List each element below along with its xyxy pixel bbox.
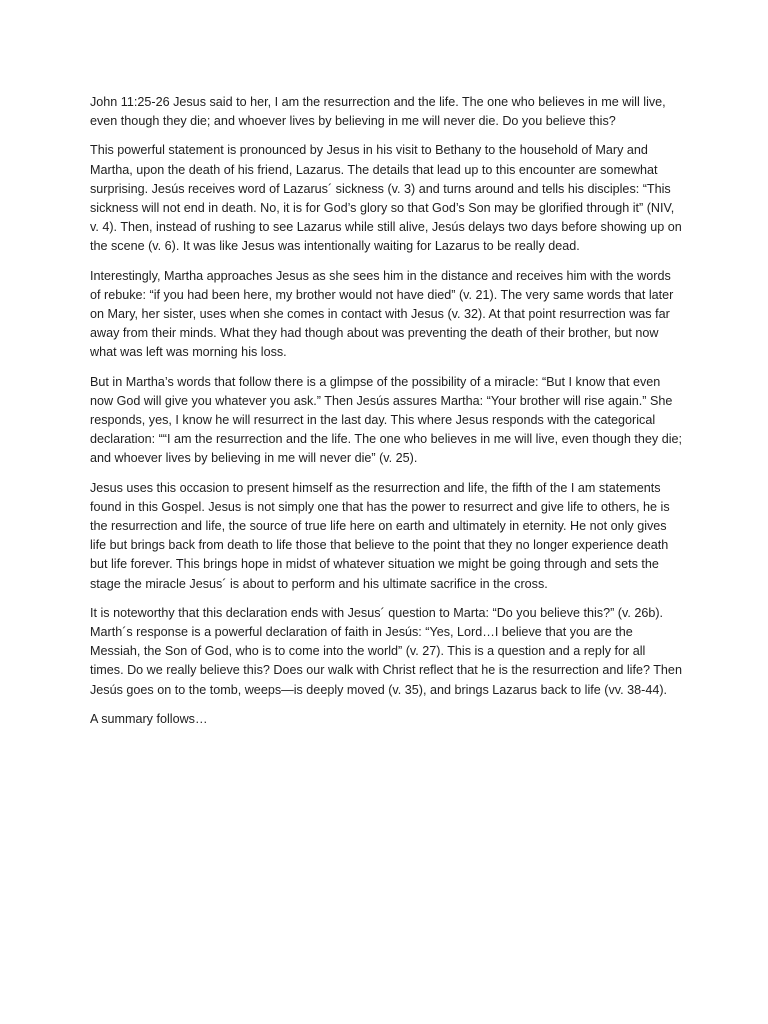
closing-paragraph: A summary follows… bbox=[90, 711, 208, 726]
body-paragraph: It is noteworthy that this declaration ends with Jesus´ question to Marta: “Do you believe this?” (v. 26b). Marth´s response is a powerful declaration of faith in Jesús: “Yes, Lord…I believe that you are the Messiah, the Son of God, who is to come into the world” (v. 27). This is a question and a reply for all times. Do we really believe this? Does our walk with Christ reflect that he is the resurrection and life? Then Jesús goes on to the tomb, weeps—is deeply moved (v. 35), and brings Lazarus back to life (vv. 38-44). bbox=[90, 605, 682, 697]
scripture-paragraph: John 11:25-26 Jesus said to her, I am the resurrection and the life. The one who believes in me will live, even though they die; and whoever lives by believing in me will never die. Do you believe this? bbox=[90, 95, 666, 129]
body-paragraph: Interestingly, Martha approaches Jesus as she sees him in the distance and receives him with the words of rebuke: “if you had been here, my brother would not have died” (v. 21). The very same words that later on Mary, her sister, uses when she comes in contact with Jesus (v. 32). At that point resurrection was far away from their minds. What they had though about was preventing the death of their brother, but now what was left was morning his loss. bbox=[90, 268, 674, 360]
document-body bbox=[90, 93, 682, 739]
body-paragraph: This powerful statement is pronounced by Jesus in his visit to Bethany to the household of Mary and Martha, upon the death of his friend, Lazarus. The details that lead up to this encounter are somewhat surprising. Jesús receives word of Lazarus´ sickness (v. 3) and turns around and tells his disciples: “This sickness will not end in death. No, it is for God’s glory so that God’s Son may be glorified through it” (NIV, v. 4). Then, instead of rushing to see Lazarus while still alive, Jesús delays two days before showing up on the scene (v. 6). It was like Jesus was intentionally waiting for Lazarus to be really dead. bbox=[90, 143, 682, 254]
body-paragraph: Jesus uses this occasion to present himself as the resurrection and life, the fifth of the I am statements found in this Gospel. Jesus is not simply one that has the power to resurrect and give life to others, he is the resurrection and life, the source of true life here on earth and ultimately in eternity. He not only gives life but brings back from death to life those that believe to the point that they no longer experience death but life forever. This brings hope in midst of whatever situation we might be going through and sets the stage the miracle Jesus´ is about to perform and his ultimate sacrifice in the cross. bbox=[90, 480, 670, 591]
body-paragraph: But in Martha’s words that follow there is a glimpse of the possibility of a miracle: “But I know that even now God will give you whatever you ask.” Then Jesús assures Martha: “Your brother will rise again.” She responds, yes, I know he will resurrect in the last day. This where Jesus responds with the categorical declaration: ““I am the resurrection and the life. The one who believes in me will live, even though they die; and whoever lives by believing in me will never die” (v. 25). bbox=[90, 374, 682, 466]
